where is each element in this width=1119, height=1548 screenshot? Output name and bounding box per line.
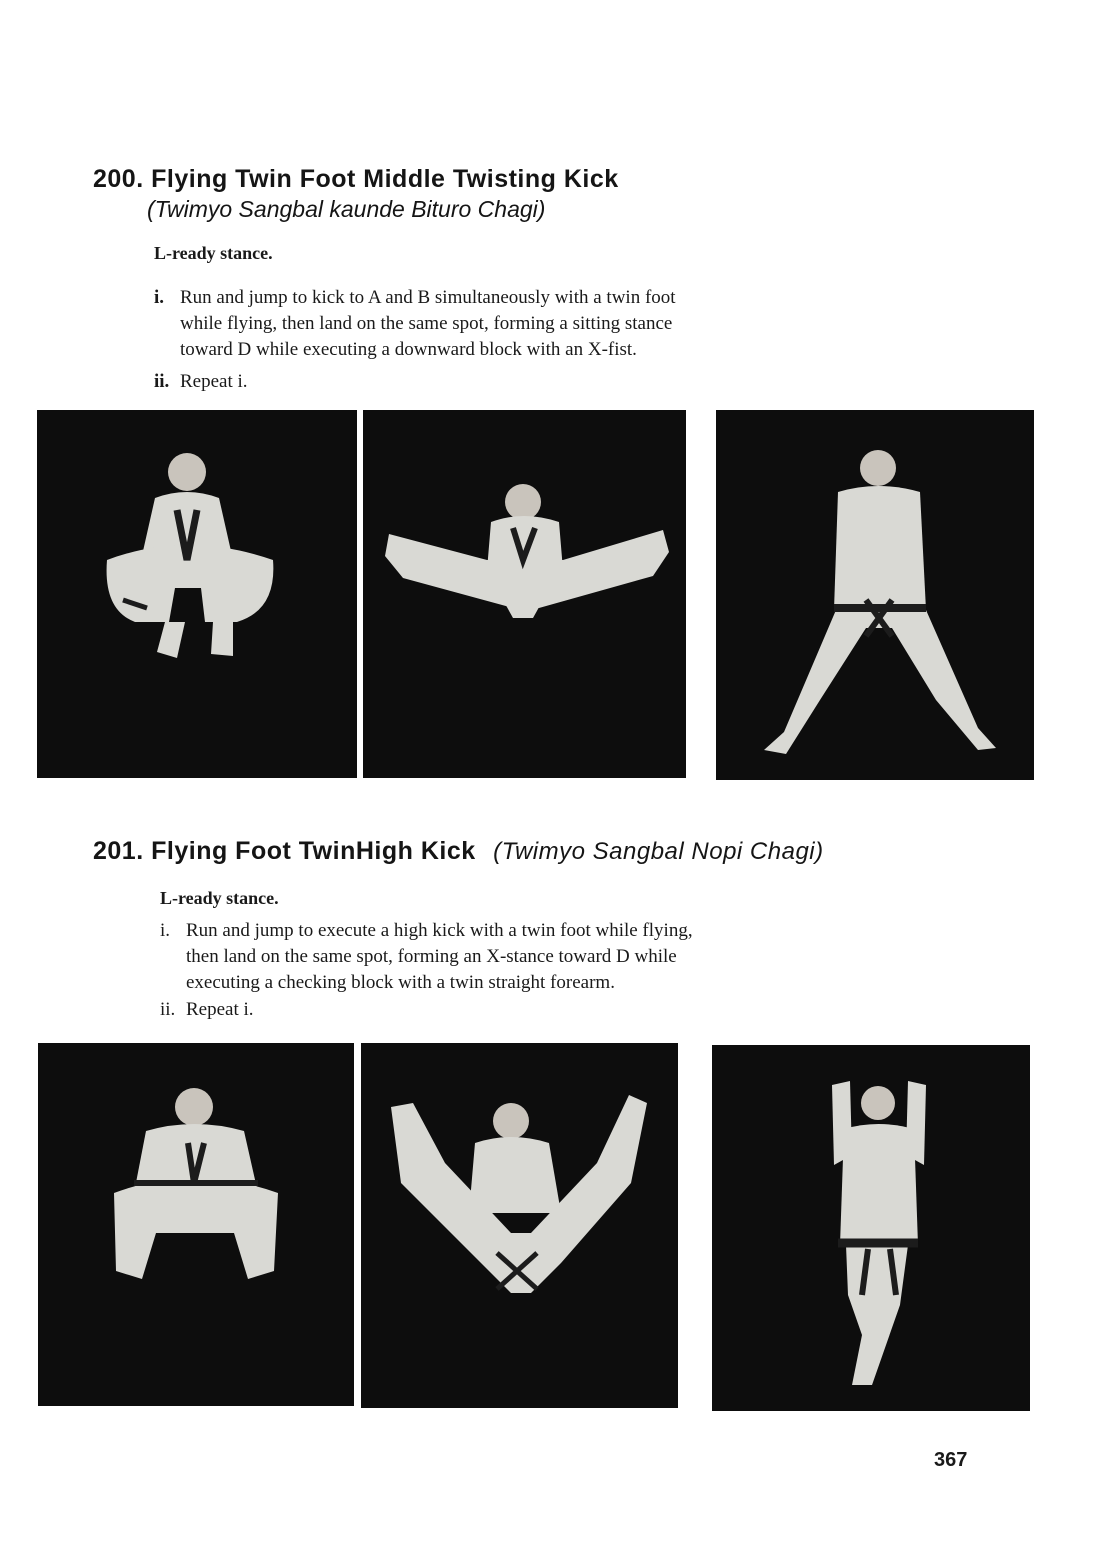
step-marker: i. bbox=[160, 920, 171, 941]
section-201-stance: L-ready stance. bbox=[160, 888, 279, 908]
step-text bbox=[180, 369, 248, 395]
page-number: 367 bbox=[934, 1449, 968, 1471]
step-line: executing a checking block with a twin straight forearm. bbox=[186, 972, 615, 993]
sitting-stance-x-fist-figure-icon bbox=[716, 410, 1034, 780]
section-number: 201. bbox=[93, 837, 144, 865]
flying-split-kick-figure-icon bbox=[363, 410, 686, 778]
step-text bbox=[186, 997, 254, 1023]
step-line: Repeat i. bbox=[180, 371, 248, 392]
section-title: Flying Twin Foot Middle Twisting Kick bbox=[151, 165, 619, 193]
section-201-heading bbox=[93, 837, 824, 866]
step-line: then land on the same spot, forming an X-stance toward D while bbox=[186, 946, 677, 967]
section-200-stance: L-ready stance. bbox=[154, 243, 273, 263]
photo-200-2 bbox=[363, 410, 686, 778]
step-line: toward D while executing a downward block with an X-fist. bbox=[180, 339, 637, 360]
crouched-ready-figure-icon bbox=[38, 1043, 354, 1406]
photo-200-1 bbox=[37, 410, 357, 778]
section-number: 200. bbox=[93, 165, 144, 193]
photo-201-2 bbox=[361, 1043, 678, 1408]
flying-high-kick-figure-icon bbox=[361, 1043, 678, 1408]
photo-201-3 bbox=[712, 1045, 1030, 1411]
photo-201-1 bbox=[38, 1043, 354, 1406]
step-marker: i. bbox=[154, 287, 165, 308]
photo-200-3 bbox=[716, 410, 1034, 780]
step-marker: ii. bbox=[160, 999, 176, 1020]
step-line: Repeat i. bbox=[186, 999, 254, 1020]
step-line: Run and jump to kick to A and B simultaneously with a twin foot bbox=[180, 287, 676, 308]
section-200-subtitle: (Twimyo Sangbal kaunde Bituro Chagi) bbox=[147, 196, 546, 222]
step-text bbox=[186, 918, 693, 996]
step-line: while flying, then land on the same spot, forming a sitting stance bbox=[180, 313, 673, 334]
step-line: Run and jump to execute a high kick with a twin foot while flying, bbox=[186, 920, 693, 941]
crouched-jump-figure-icon bbox=[37, 410, 357, 778]
x-stance-forearm-block-figure-icon bbox=[712, 1045, 1030, 1411]
section-200-heading bbox=[93, 165, 619, 194]
section-title: Flying Foot TwinHigh Kick bbox=[151, 837, 476, 865]
section-201-subtitle: (Twimyo Sangbal Nopi Chagi) bbox=[493, 838, 824, 865]
step-text bbox=[180, 285, 676, 363]
step-marker: ii. bbox=[154, 371, 170, 392]
